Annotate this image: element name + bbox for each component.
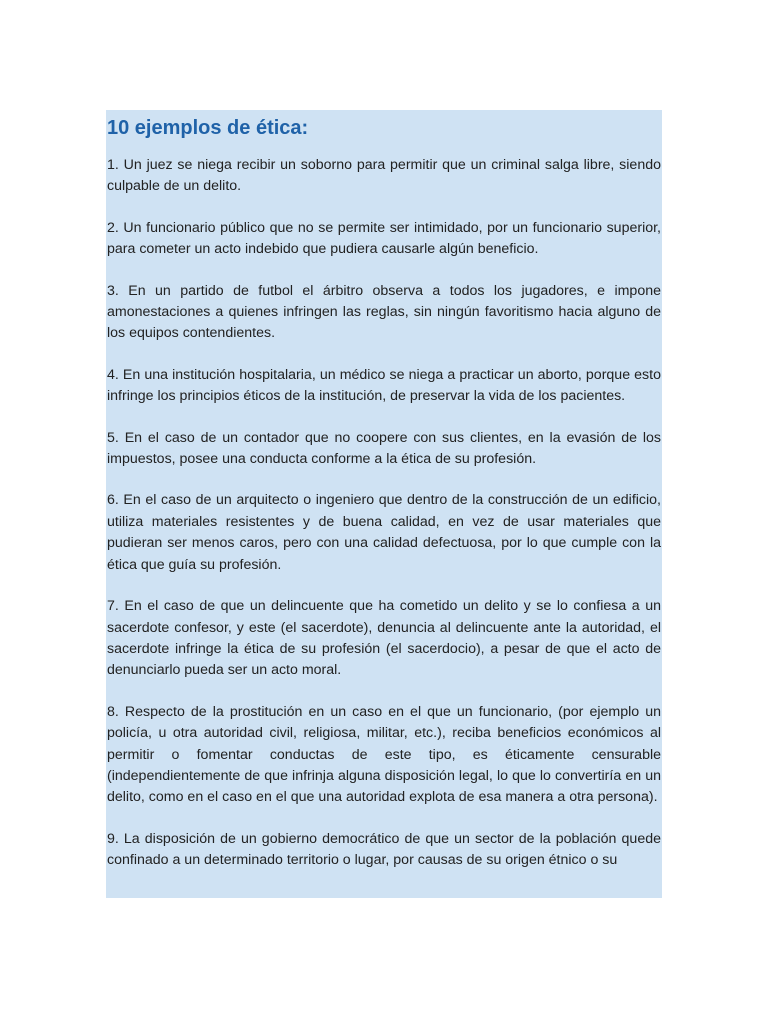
example-item-4: 4. En una institución hospitalaria, un médico se niega a practicar un aborto, porque esto infringe los principios éticos de la institución, de preservar la vida de los pacientes.	[107, 366, 661, 405]
example-item-9: 9. La disposición de un gobierno democrático de que un sector de la población quede confinado a un determinado territorio o lugar, por causas de su origen étnico o su	[107, 830, 661, 869]
page-title: 10 ejemplos de ética:	[107, 117, 309, 139]
example-item-2: 2. Un funcionario público que no se permite ser intimidado, por un funcionario superior, para cometer un acto indebido que pudiera causarle algún beneficio.	[107, 219, 661, 258]
example-item-5: 5. En el caso de un contador que no coopere con sus clientes, en la evasión de los impuestos, posee una conducta conforme a la ética de su profesión.	[107, 429, 661, 468]
example-item-7: 7. En el caso de que un delincuente que ha cometido un delito y se lo confiesa a un sacerdote confesor, y este (el sacerdote), denuncia al delincuente ante la autoridad, el sacerdote infringe la ética de su profesión (el sacerdocio), a pesar de que el acto de denunciarlo pueda ser un acto moral.	[107, 598, 661, 679]
example-item-8: 8. Respecto de la prostitución en un caso en el que un funcionario, (por ejemplo un policía, u otra autoridad civil, religiosa, militar, etc.), reciba beneficios económicos al permitir o fomentar conductas de este tipo, es éticamente censurable (independientemente de que infrinja alguna disposición legal, lo que lo convertiría en un delito, como en el caso en el que una autoridad explota de esa manera a otra persona).	[107, 703, 661, 806]
example-item-3: 3. En un partido de futbol el árbitro observa a todos los jugadores, e impone amonestaciones a quienes infringen las reglas, sin ningún favoritismo hacia alguno de los equipos contendientes.	[107, 282, 661, 342]
example-item-1: 1. Un juez se niega recibir un soborno para permitir que un criminal salga libre, siendo culpable de un delito.	[107, 157, 661, 195]
examples-list	[107, 155, 661, 892]
content-panel	[106, 110, 662, 898]
example-item-6: 6. En el caso de un arquitecto o ingeniero que dentro de la construcción de un edificio, utiliza materiales resistentes y de buena calidad, en vez de usar materiales que pudieran ser menos caros, pero con una calidad defectuosa, por lo que cumple con la ética que guía su profesión.	[107, 492, 661, 573]
